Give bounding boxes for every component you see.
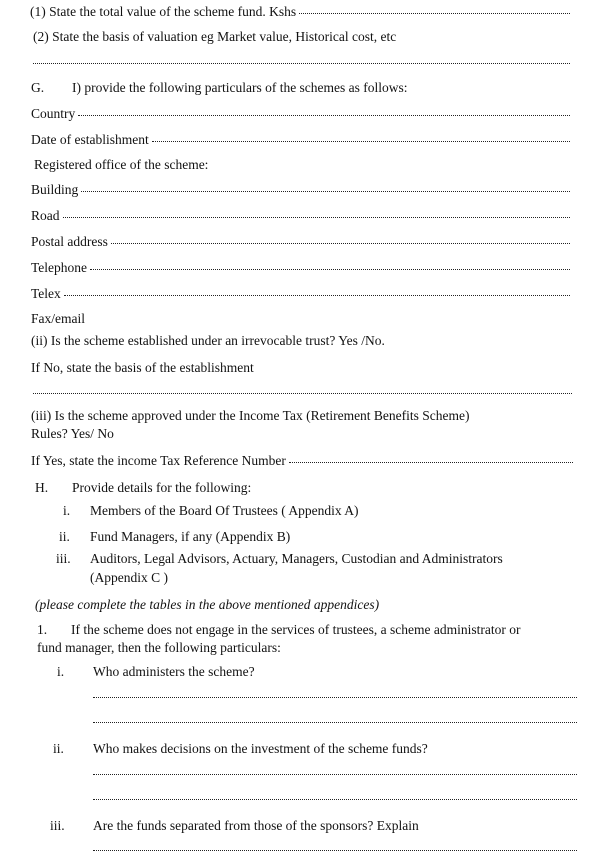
date-established-row — [31, 132, 570, 148]
appendices-note-text: (please complete the tables in the above mentioned appendices) — [35, 597, 380, 612]
question-row — [50, 818, 419, 834]
building-label: Building — [31, 182, 79, 197]
income-tax-question-line2: Rules? Yes/ No — [31, 426, 114, 441]
question-row — [57, 664, 255, 680]
section-g-letter: G. — [31, 80, 45, 95]
question-row — [53, 741, 428, 757]
date-established-field[interactable] — [152, 140, 570, 142]
answer-field[interactable] — [93, 850, 577, 851]
section-h-item-text: Members of the Board Of Trustees ( Appendix A) — [90, 503, 359, 518]
section-h-item — [59, 529, 290, 545]
road-row — [31, 208, 570, 224]
section-g-intro: I) provide the following particulars of the schemes as follows: — [72, 80, 408, 95]
total-value-field[interactable] — [299, 12, 570, 14]
section-h-item-num: ii. — [59, 529, 70, 544]
date-established-label: Date of establishment — [31, 132, 149, 147]
fax-email-label: Fax/email — [31, 311, 85, 326]
section-1-line1: If the scheme does not engage in the services of trustees, a scheme administrator or — [71, 622, 521, 637]
answer-field[interactable] — [93, 722, 577, 723]
valuation-basis-row — [33, 29, 396, 45]
country-row — [31, 106, 570, 122]
establishment-basis-label: If No, state the basis of the establishment — [31, 360, 254, 375]
section-h-item-text: Auditors, Legal Advisors, Actuary, Managers, Custodian and Administrators — [90, 551, 503, 566]
answer-field[interactable] — [93, 774, 577, 775]
building-field[interactable] — [81, 190, 570, 192]
establishment-basis-field[interactable] — [33, 393, 572, 394]
section-1-line2: fund manager, then the following particulars: — [37, 640, 281, 655]
income-tax-question-row2 — [31, 426, 114, 442]
tax-reference-field[interactable] — [289, 461, 573, 463]
section-h-item — [56, 551, 503, 567]
question-num: iii. — [50, 818, 65, 833]
telephone-field[interactable] — [90, 268, 570, 270]
section-h-item — [63, 503, 358, 519]
question-text: Who makes decisions on the investment of the scheme funds? — [93, 741, 428, 756]
telephone-label: Telephone — [31, 260, 88, 275]
fax-email-row — [31, 311, 85, 327]
total-value-row — [30, 4, 570, 20]
telex-label: Telex — [31, 286, 61, 301]
answer-field[interactable] — [93, 799, 577, 800]
section-h-letter: H. — [35, 480, 49, 495]
tax-reference-row — [31, 453, 573, 469]
telex-field[interactable] — [64, 294, 570, 296]
section-h-item-continuation — [90, 570, 168, 586]
postal-address-field[interactable] — [111, 242, 570, 244]
valuation-basis-label: (2) State the basis of valuation eg Market value, Historical cost, etc — [33, 29, 397, 44]
question-num: i. — [57, 664, 65, 679]
irrevocable-trust-row — [31, 333, 385, 349]
question-text: Are the funds separated from those of the sponsors? Explain — [93, 818, 419, 833]
section-h-item-num: i. — [63, 503, 71, 518]
section-1-num: 1. — [37, 622, 48, 637]
road-field[interactable] — [63, 216, 571, 218]
income-tax-question-line1: (iii) Is the scheme approved under the Income Tax (Retirement Benefits Scheme) — [31, 408, 470, 423]
section-h-heading — [35, 480, 251, 496]
establishment-basis-row — [31, 360, 254, 376]
telephone-row — [31, 260, 570, 276]
question-num: ii. — [53, 741, 64, 756]
section-1-heading-row2 — [37, 640, 281, 656]
section-h-item-text: (Appendix C ) — [90, 570, 168, 585]
registered-office-label: Registered office of the scheme: — [34, 157, 209, 172]
section-h-item-num: iii. — [56, 551, 71, 566]
postal-address-row — [31, 234, 570, 250]
section-h-item-text: Fund Managers, if any (Appendix B) — [90, 529, 291, 544]
building-row — [31, 182, 570, 198]
question-text: Who administers the scheme? — [93, 664, 255, 679]
road-label: Road — [31, 208, 60, 223]
tax-reference-label: If Yes, state the income Tax Reference Number — [31, 453, 286, 468]
country-field[interactable] — [78, 114, 570, 116]
section-h-intro: Provide details for the following: — [72, 480, 252, 495]
appendices-note — [35, 597, 379, 613]
answer-field[interactable] — [93, 697, 577, 698]
postal-address-label: Postal address — [31, 234, 108, 249]
section-g-heading — [31, 80, 408, 96]
valuation-basis-field[interactable] — [33, 63, 570, 64]
telex-row — [31, 286, 570, 302]
country-label: Country — [31, 106, 76, 121]
section-1-heading — [37, 622, 520, 638]
income-tax-question-row — [31, 408, 573, 424]
total-value-label: (1) State the total value of the scheme fund. Kshs — [30, 4, 297, 19]
registered-office-row — [34, 157, 208, 173]
irrevocable-trust-question: (ii) Is the scheme established under an irrevocable trust? Yes /No. — [31, 333, 385, 348]
